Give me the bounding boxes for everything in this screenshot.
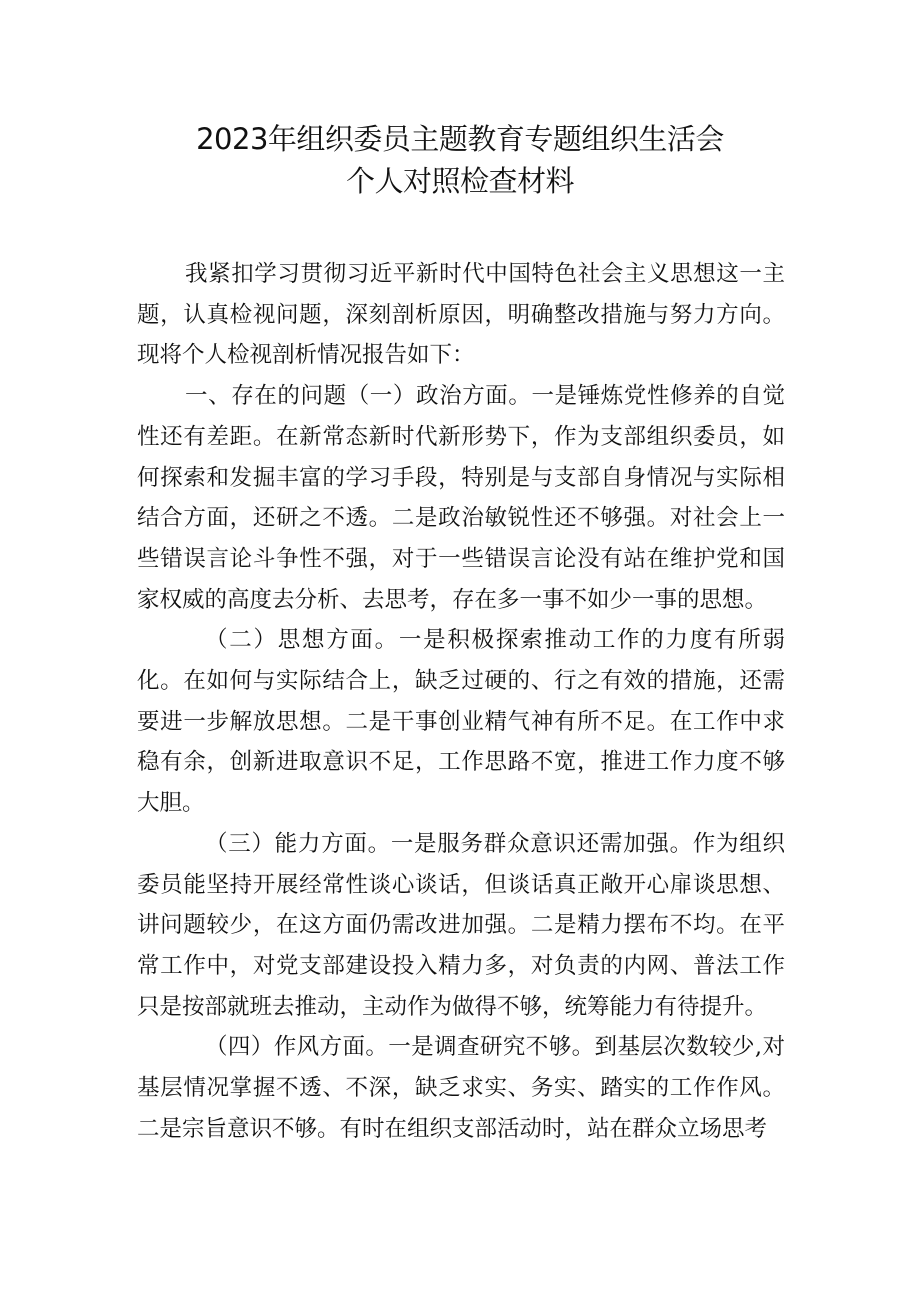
paragraph-ability: （三）能力方面。一是服务群众意识还需加强。作为组织委员能坚持开展经常性谈心谈话，但谈话真正敞开心扉谈思想、讲问题较少，在这方面仍需改进加强。二是精力摆布不均。在平常工作中，对党支部建设投入精力多，对负责的内网、普法工作只是按部就班去推动，主动作为做得不够，统筹能力有待提升。 [137, 830, 785, 1020]
paragraph-political: 一、存在的问题（一）政治方面。一是锤炼党性修养的自觉性还有差距。在新常态新时代新形势下，作为支部组织委员，如何探索和发掘丰富的学习手段，特别是与支部自身情况与实际相结合方面，还研之不透。二是政治敏锐性还不够强。对社会上一些错误言论斗争性不强，对于一些错误言论没有站在维护党和国家权威的高度去分析、去思考，存在多一事不如少一事的思想。 [137, 383, 785, 613]
document-title [0, 118, 920, 202]
document-body [137, 254, 785, 1149]
paragraph-style: （四）作风方面。一是调查研究不够。到基层次数较少,对基层情况掌握不透、不深，缺乏求实、务实、踏实的工作作风。二是宗旨意识不够。有时在组织支部活动时，站在群众立场思考 [137, 1034, 785, 1142]
title-line-1: 2023年组织委员主题教育专题组织生活会 [196, 122, 724, 156]
paragraph-thinking: （二）思想方面。一是积极探索推动工作的力度有所弱化。在如何与实际结合上，缺乏过硬的、行之有效的措施，还需要进一步解放思想。二是干事创业精气神有所不足。在工作中求稳有余，创新进取意识不足，工作思路不宽，推进工作力度不够大胆。 [137, 627, 785, 817]
paragraph-intro: 我紧扣学习贯彻习近平新时代中国特色社会主义思想这一主题，认真检视问题，深刻剖析原因，明确整改措施与努力方向。现将个人检视剖析情况报告如下： [137, 261, 785, 369]
title-line-2: 个人对照检查材料 [345, 164, 574, 198]
